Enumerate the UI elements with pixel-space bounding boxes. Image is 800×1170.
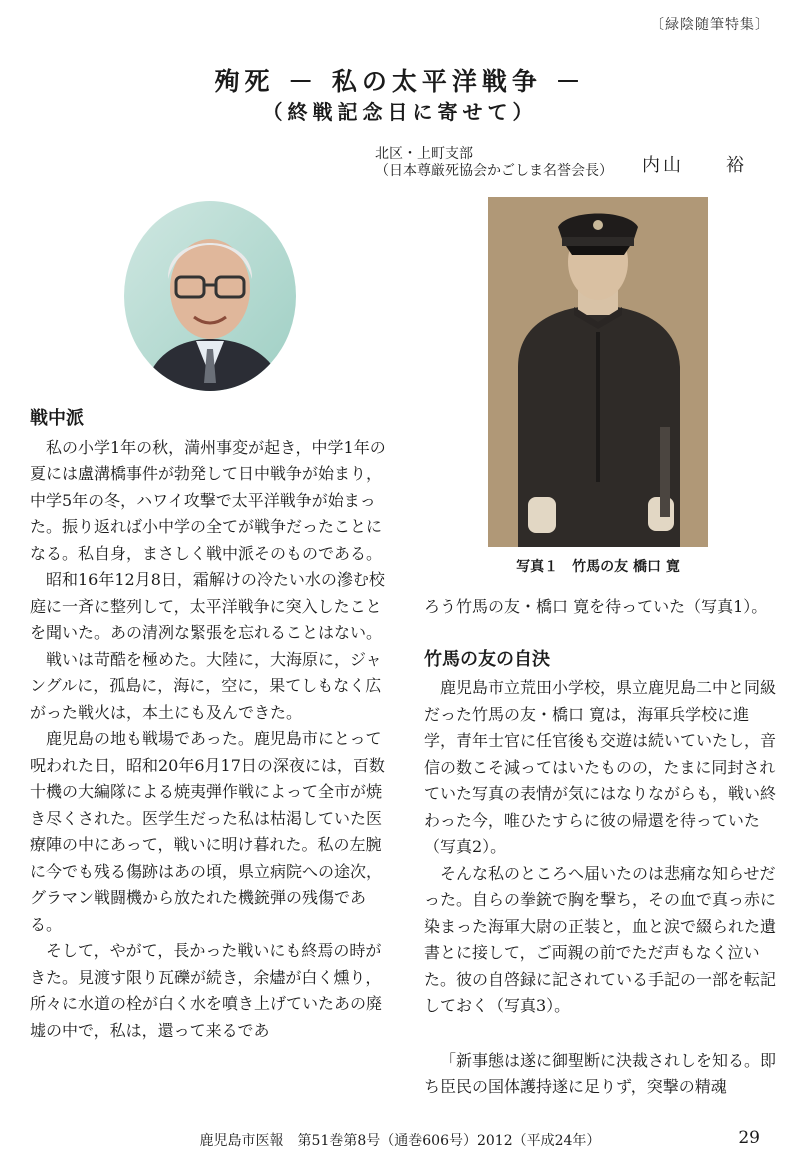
photo-hashiguchi (488, 197, 708, 547)
journal-footer: 鹿児島市医報 第51巻第8号（通巻606号）2012（平成24年） (199, 1133, 601, 1149)
author-affiliation (375, 146, 613, 180)
photo-caption: 写真１ 竹馬の友 橋口 寛 (516, 559, 680, 575)
author-name: 内山 裕 (642, 155, 747, 176)
paragraph: そんな私のところへ届いたのは悲痛な知らせだった。自らの拳銃で胸を撃ち，その血で真っ赤に染まった海軍大尉の正装と，血と涙で綴られた遺書とに接して，ご両親の前でただ声もなく泣いた。彼の自啓録に記されている手記の一部を転記しておく（写真3）。 (424, 863, 777, 1015)
article-subtitle: （終戦記念日に寄せて） (262, 100, 538, 124)
section-heading-senchuha: 戦中派 (30, 408, 84, 429)
right-column (424, 594, 776, 1101)
left-column (30, 406, 392, 1044)
quote-text: 「新事態は遂に御聖断に決裁されしを知る。即ち臣民の国体護持遂に足りず，突撃の精魂 (424, 1050, 777, 1096)
paragraph: そして，やがて，長かった戦いにも終焉の時がきた。見渡す限り瓦礫が続き，余燼が白く燻り，所々に水道の栓が白く水を噴き上げていたあの廃墟の中で，私は，還って来るであ (30, 941, 383, 1040)
paragraph: 鹿児島市立荒田小学校，県立鹿児島二中と同級だった竹馬の友・橋口 寛は，海軍兵学校に進学，青年士官に任官後も交遊は続いていたし，音信の数こそ減ってはいたものの，たまに同封されていた写真の表情が気にはなりながらも，戦い終わった今，唯ひたすらに彼の帰還を待っていた（写真2）。 (424, 678, 777, 856)
section-heading-chikuba: 竹馬の友の自決 (424, 648, 550, 670)
article-title: 殉死 － 私の太平洋戦争 － (214, 67, 586, 96)
author-portrait (124, 201, 296, 391)
paragraph: 私の小学1年の秋，満州事変が起き，中学1年の夏には盧溝橋事件が勃発して日中戦争が始まり，中学5年の冬，ハワイ攻撃で太平洋戦争が始まった。振り返れば小中学の全てが戦争だったことになる。私自身，まさしく戦中派そのものである。 (30, 437, 386, 563)
section-tag: 〔緑陰随筆特集〕 (650, 17, 770, 33)
affiliation-line2: （日本尊厳死協会かごしま名誉会長） (375, 163, 613, 179)
paragraph: 鹿児島の地も戦場であった。鹿児島市にとって呪われた日，昭和20年6月17日の深夜には，百数十機の大編隊による焼夷弾作戦によって全市が焼き尽くされた。医学生だった私は枯渇していた医療陣の中にあって，戦いに明け暮れた。私の左腕に今でも残る傷跡はあの頃，県立病院への途次，グラマン戦闘機から放たれた機銃弾の残傷である。 (30, 729, 385, 934)
continuation-text: ろう竹馬の友・橋口 寛を待っていた（写真1）。 (424, 597, 768, 616)
paragraph: 昭和16年12月8日，霜解けの冷たい水の滲む校庭に一斉に整列して，太平洋戦争に突入したことを聞いた。あの清冽な緊張を忘れることはない。 (30, 570, 385, 642)
page-number: 29 (738, 1128, 760, 1148)
affiliation-line1: 北区・上町支部 (375, 146, 473, 162)
paragraph: 戦いは苛酷を極めた。大陸に，大海原に，ジャングルに，孤島に，海に，空に，果てしもなく広がった戦火は，本土にも及んできた。 (30, 649, 382, 722)
